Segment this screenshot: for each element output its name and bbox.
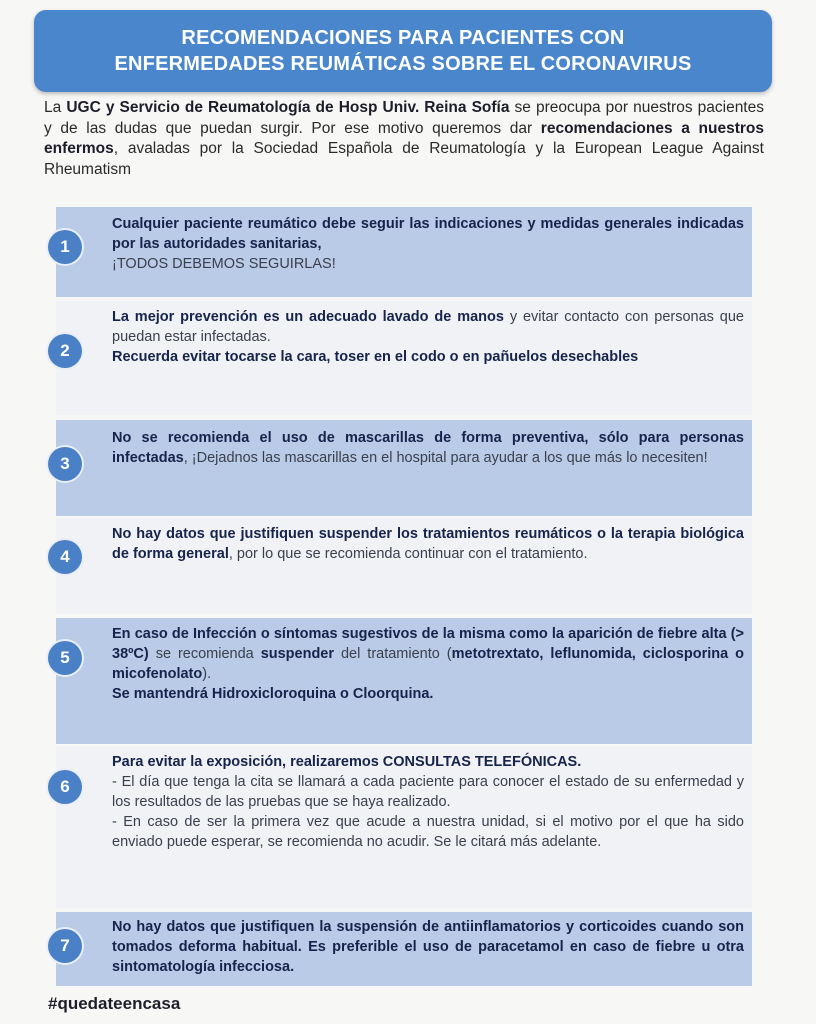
number-badge-2: 2 <box>48 334 82 368</box>
recommendation-5-text <box>112 624 744 704</box>
rec6-bold: Para evitar la exposición, realizaremos CONSULTAS TELEFÓNICAS. <box>112 754 582 770</box>
recommendation-4 <box>56 518 752 614</box>
rec2-bold-2: Recuerda evitar tocarse la cara, toser en el codo o en pañuelos desechables <box>112 349 639 365</box>
hashtag: #quedateencasa <box>48 994 181 1013</box>
recommendation-6-text <box>112 752 744 852</box>
rec4-normal: , por lo que se recomienda continuar con el tratamiento. <box>228 546 588 562</box>
rec6-normal-1: - El día que tenga la cita se llamará a cada paciente para conocer el estado de su enfermedad y los resultados de las pruebas que se haya realizado. <box>112 774 744 810</box>
recommendation-1 <box>56 207 752 297</box>
recommendation-3 <box>56 420 752 516</box>
title-line-2: ENFERMEDADES REUMÁTICAS SOBRE EL CORONAVIRUS <box>114 53 692 75</box>
rec2-normal: y evitar contacto con personas que puedan estar infectadas. <box>112 309 744 345</box>
rec7-bold: No hay datos que justifiquen la suspensión de antiinflamatorios y corticoides cuando son tomados deforma habitual. Es preferible el uso de paracetamol en caso de fiebre u otra sintomatología infecciosa. <box>112 919 744 975</box>
rec5-bold-maintain: Se mantendrá Hidroxicloroquina o Cloorquina. <box>112 686 434 702</box>
recommendation-1-text <box>112 214 744 274</box>
recommendation-6 <box>56 746 752 908</box>
rec5-bold-drugs: metotrextato, leflunomida, ciclosporina o micofenolato <box>112 646 744 682</box>
rec5-bold: En caso de Infección o síntomas sugestivos de la misma como la aparición de fiebre alta (> 38ºC) <box>112 626 744 662</box>
number-badge-3: 3 <box>48 447 82 481</box>
rec5-bold-suspend: suspender <box>260 646 335 662</box>
recommendation-7 <box>56 912 752 986</box>
intro-bold-recommendations: recomendaciones a nuestros enfermos <box>44 119 764 157</box>
recommendation-5 <box>56 618 752 744</box>
intro-paragraph <box>44 98 764 180</box>
title-banner <box>34 10 772 92</box>
rec5-normal-2: del tratamiento ( <box>334 646 452 662</box>
rec3-bold: No se recomienda el uso de mascarillas de forma preventiva, sólo para personas infectadas <box>112 430 744 466</box>
recommendation-2-text <box>112 307 744 367</box>
rec1-bold: Cualquier paciente reumático debe seguir las indicaciones y medidas generales indicadas por las autoridades sanitarias, <box>112 216 744 252</box>
rec5-normal-3: ). <box>202 666 212 682</box>
rec3-normal: , ¡Dejadnos las mascarillas en el hospital para ayudar a los que más lo necesiten! <box>183 450 708 466</box>
number-badge-7: 7 <box>48 929 82 963</box>
number-badge-4: 4 <box>48 540 82 574</box>
intro-bold-service: UGC y Servicio de Reumatología de Hosp Univ. Reina Sofía <box>66 99 510 116</box>
recommendation-2 <box>56 301 752 415</box>
number-badge-6: 6 <box>48 770 82 804</box>
number-badge-5: 5 <box>48 641 82 675</box>
rec1-normal: ¡TODOS DEBEMOS SEGUIRLAS! <box>112 256 336 272</box>
intro-text-1: La <box>44 99 67 116</box>
rec6-normal-2: - En caso de ser la primera vez que acude a nuestra unidad, si el motivo por el que ha sido enviado puede esperar, se recomienda no acudir. Se le citará más adelante. <box>112 814 744 850</box>
number-badge-1: 1 <box>48 230 82 264</box>
intro-text-2: se preocupa por nuestros pacientes y de las dudas que puedan surgir. Por ese motivo queremos dar <box>44 99 764 137</box>
recommendation-3-text <box>112 428 744 468</box>
rec5-normal: se recomienda <box>148 646 261 662</box>
title-line-1: RECOMENDACIONES PARA PACIENTES CON <box>181 27 625 49</box>
recommendation-7-text <box>112 917 744 977</box>
rec2-bold: La mejor prevención es un adecuado lavado de manos <box>112 309 504 325</box>
rec4-bold: No hay datos que justifiquen suspender los tratamientos reumáticos o la terapia biológica de forma general <box>112 526 744 562</box>
recommendation-4-text <box>112 524 744 564</box>
intro-text-3: , avaladas por la Sociedad Española de Reumatología y la European League Against Rheumatism <box>44 140 764 178</box>
